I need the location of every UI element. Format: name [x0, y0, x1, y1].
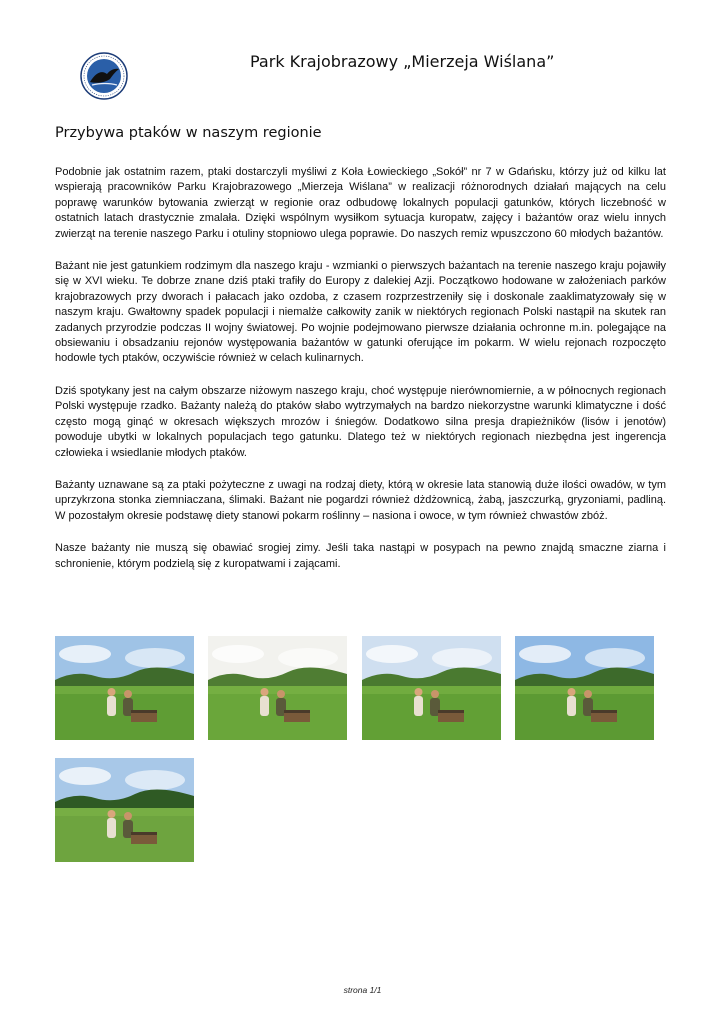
park-title: Park Krajobrazowy „Mierzeja Wiślana” — [250, 52, 555, 71]
paragraph: Bażanty uznawane są za ptaki pożyteczne z uwagi na rodzaj diety, którą w okresie lata stanowią duże ilości owadów, w tym uprzykrzona stonka ziemniaczana, ślimaki. Bażant nie pogardzi również dżdżownicą, żabą, jaszczurką, gryzoniami, padliną. W pozostałym okresie podstawę diety stanowi pokarm roślinny – nasiona i owoce, w tym również chwastów zbóż. — [55, 478, 666, 522]
page-number: strona 1/1 — [343, 985, 382, 995]
photo-group-at-crate — [55, 758, 194, 862]
paragraph: Bażant nie jest gatunkiem rodzimym dla naszego kraju - wzmianki o pierwszych bażantach na terenie naszego kraju pojawiły się w XVI wieku. Te dobrze znane dziś ptaki trafiły do Europy z dalekiej Azji. Początkowo hodowane w założeniach parków krajobrazowych przy dworach i pałacach jako ozdoba, z czasem rozprzestrzeniły się i doskonale zaaklimatyzowały się w naszym kraju. Gwałtowny spadek populacji i niemalże całkowity zanik w niektórych regionach Polski nastąpił na skutek ran zadanych przyrodzie podczas II wojny światowej. Po wojnie podejmowano pierwsze działania ochronne m.in. polegające na obsiewaniu i obsadzaniu rejonów występowania bażantów w gatunki oferujące im pokarm. W wielu rejonach rozpoczęto hodowle tych ptaków, oczywiście również w celach kulinarnych. — [55, 260, 666, 365]
photo-children-with-crate — [55, 636, 194, 740]
park-logo — [80, 52, 128, 100]
paragraph: Nasze bażanty nie muszą się obawiać srogiej zimy. Jeśli taka nastąpi w posypach na pewno znajdą smaczne ziarna i schronienie, którym podzielą się z kuropatwami i zającami. — [55, 542, 666, 570]
photo-man-kneeling-with-children — [208, 636, 347, 740]
photo-releasing-pheasants — [362, 636, 501, 740]
article-body — [55, 165, 666, 589]
paragraph: Dziś spotykany jest na całym obszarze niżowym naszego kraju, choć występuje nierównomiernie, a w północnych regionach Polski występuje rzadko. Bażanty należą do ptaków słabo wytrzymałych na bardzo niekorzystne warunki klimatyczne i dość często mogą ginąć w okresach większych mrozów i śniegów. Dodatkowo silna presja drapieżników (lisów i jenotów) powoduje ubytki w lokalnych populacjach tego gatunku. Dlatego też w niektórych regionach niezbędna jest ingerencja człowieka i wsiedlanie młodych ptaków. — [55, 384, 666, 459]
photo-girl-holding-bird — [515, 636, 654, 740]
paragraph: Podobnie jak ostatnim razem, ptaki dostarczyli myśliwi z Koła Łowieckiego „Sokół” nr 7 w Gdańsku, którzy już od kilku lat wspierają pracowników Parku Krajobrazowego „Mierzeja Wiślana” w realizacji różnorodnych działań mających na celu poprawę warunków bytowania zwierząt w regionie oraz odbudowę lokalnych populacji gatunków, których liczebność w ostatnich latach drastycznie zmalała. Dzięki wspólnym wysiłkom sytuacja kuropatw, zajęcy i bażantów oraz wielu innych zwierząt na terenie naszego Parku i otuliny stopniowo ulega poprawie. Do naszych remiz wpuszczono 60 młodych bażantów. — [55, 166, 666, 240]
article-title: Przybywa ptaków w naszym regionie — [55, 125, 322, 141]
park-emblem-bird-icon — [80, 52, 128, 100]
